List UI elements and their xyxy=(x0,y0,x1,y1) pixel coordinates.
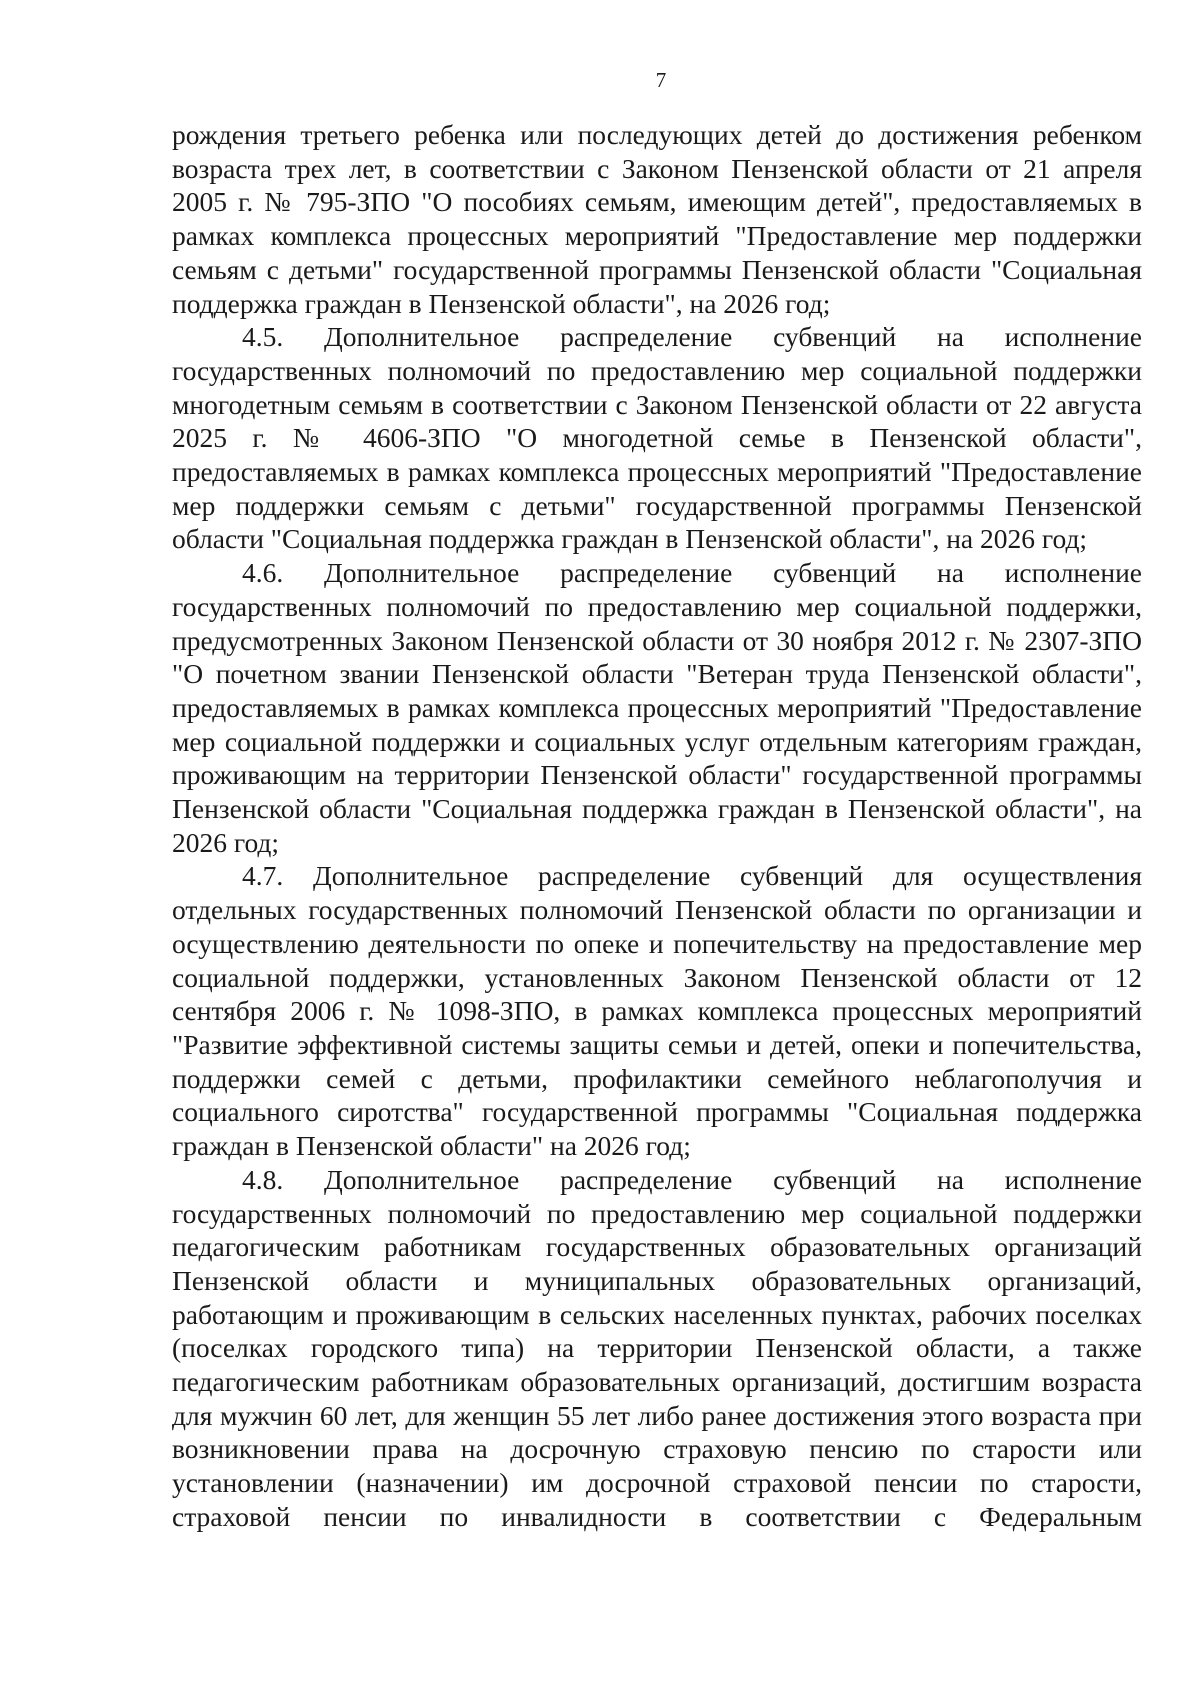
paragraph-4-5: 4.5. Дополнительное распределение субвенций на исполнение государственных полномочий по предоставлению мер социальной поддержки многодетным семьям в соответствии с Законом Пензенской области от 22 августа 2025 г. № 4606-ЗПО "О многодетной семье в Пензенской области", предоставляемых в рамках комплекса процессных мероприятий "Предоставление мер поддержки семьям с детьми" государственной программы Пензенской области "Социальная поддержка граждан в Пензенской области", на 2026 год; xyxy=(172,321,1142,555)
document-body xyxy=(172,118,1142,1534)
page-number: 7 xyxy=(655,68,667,92)
paragraph-4-8: 4.8. Дополнительное распределение субвенций на исполнение государственных полномочий по предоставлению мер социальной поддержки педагогическим работникам государственных образовательных организаций Пензенской области и муниципальных образовательных организаций, работающим и проживающим в сельских населенных пунктах, рабочих поселках (поселках городского типа) на территории Пензенской области, а также педагогическим работникам образовательных организаций, достигшим возраста для мужчин 60 лет, для женщин 55 лет либо ранее достижения этого возраста при возникновении права на досрочную страховую пенсию по старости или установлении (назначении) им досрочной страховой пенсии по старости, страховой пенсии по инвалидности в соответствии с Федеральным xyxy=(172,1163,1142,1532)
paragraph-4-4-continuation: рождения третьего ребенка или последующих детей до достижения ребенком возраста трех лет, в соответствии с Законом Пензенской области от 21 апреля 2005 г. № 795-ЗПО "О пособиях семьям, имеющим детей", предоставляемых в рамках комплекса процессных мероприятий "Предоставление мер поддержки семьям с детьми" государственной программы Пензенской области "Социальная поддержка граждан в Пензенской области", на 2026 год; xyxy=(172,119,1142,319)
paragraph-4-6: 4.6. Дополнительное распределение субвенций на исполнение государственных полномочий по предоставлению мер социальной поддержки, предусмотренных Законом Пензенской области от 30 ноября 2012 г. № 2307-ЗПО "О почетном звании Пензенской области "Ветеран труда Пензенской области", предоставляемых в рамках комплекса процессных мероприятий "Предоставление мер социальной поддержки и социальных услуг отдельным категориям граждан, проживающим на территории Пензенской области" государственной программы Пензенской области "Социальная поддержка граждан в Пензенской области", на 2026 год; xyxy=(172,557,1142,858)
paragraph-4-7: 4.7. Дополнительное распределение субвенций для осуществления отдельных государственных полномочий Пензенской области по организации и осуществлению деятельности по опеке и попечительству на предоставление мер социальной поддержки, установленных Законом Пензенской области от 12 сентября 2006 г. № 1098-ЗПО, в рамках комплекса процессных мероприятий "Развитие эффективной системы защиты семьи и детей, опеки и попечительства, поддержки семей с детьми, профилактики семейного неблагополучия и социального сиротства" государственной программы "Социальная поддержка граждан в Пензенской области" на 2026 год; xyxy=(172,860,1142,1162)
